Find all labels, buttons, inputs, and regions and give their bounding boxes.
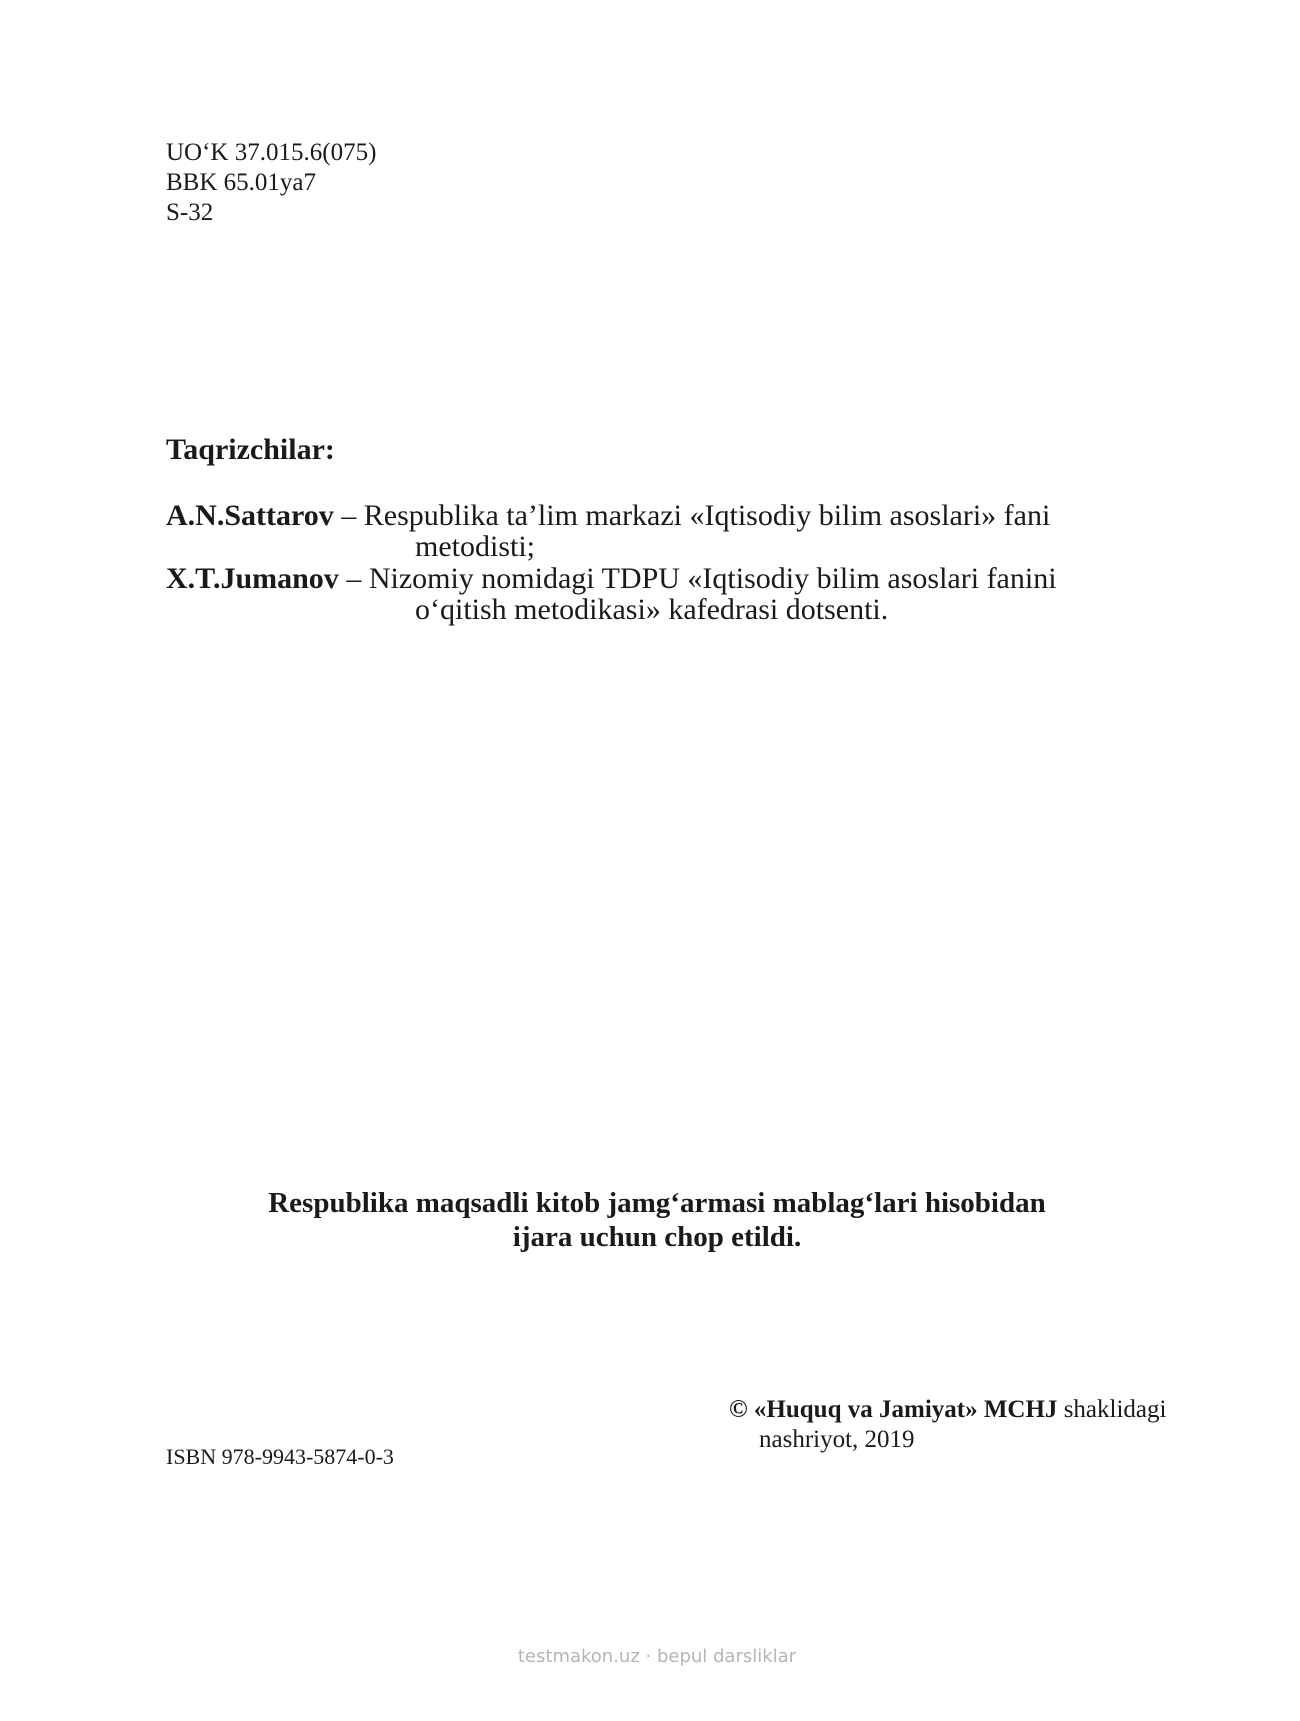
- reviewers-title: Taqrizchilar:: [166, 433, 335, 466]
- copyright-year: nashriyot, 2019: [759, 1426, 915, 1453]
- funding-notice-line: ijara uchun chop etildi.: [512, 1221, 802, 1253]
- copyright-suffix: shaklidagi: [1057, 1396, 1167, 1423]
- funding-notice-line: Respublika maqsadli kitob jamg‘armasi mablag‘lari hisobidan: [268, 1187, 1046, 1219]
- reviewer-dash: –: [346, 562, 362, 595]
- watermark: testmakon.uz · bepul darsliklar: [517, 1646, 797, 1667]
- author-sign-code: S-32: [166, 199, 214, 226]
- funding-notice: [0, 1186, 1300, 1254]
- reviewer-entry: [166, 563, 1166, 625]
- copyright-publisher: © «Huquq va Jamiyat» MCHJ: [729, 1396, 1058, 1423]
- reviewer-dash: –: [341, 499, 357, 532]
- reviewer-position-cont: o‘qitish metodikasi» kafedrasi dotsenti.: [415, 593, 889, 626]
- reviewer-name: X.T.Jumanov: [166, 562, 339, 595]
- reviewer-name: A.N.Sattarov: [166, 499, 334, 532]
- bbk-code: BBK 65.01ya7: [166, 169, 316, 196]
- udk-code: UO‘K 37.015.6(075): [166, 139, 377, 166]
- classification-block: [166, 138, 376, 228]
- copyright-block: [729, 1395, 1166, 1455]
- reviewer-position-cont: metodisti;: [415, 530, 535, 563]
- reviewer-entry: [166, 500, 1166, 562]
- reviewer-position: Respublika ta’lim markazi «Iqtisodiy bilim asoslari» fani: [363, 499, 1051, 532]
- isbn: ISBN 978-9943-5874-0-3: [166, 1444, 394, 1469]
- reviewer-position: Nizomiy nomidagi TDPU «Iqtisodiy bilim asoslari fanini: [368, 562, 1057, 595]
